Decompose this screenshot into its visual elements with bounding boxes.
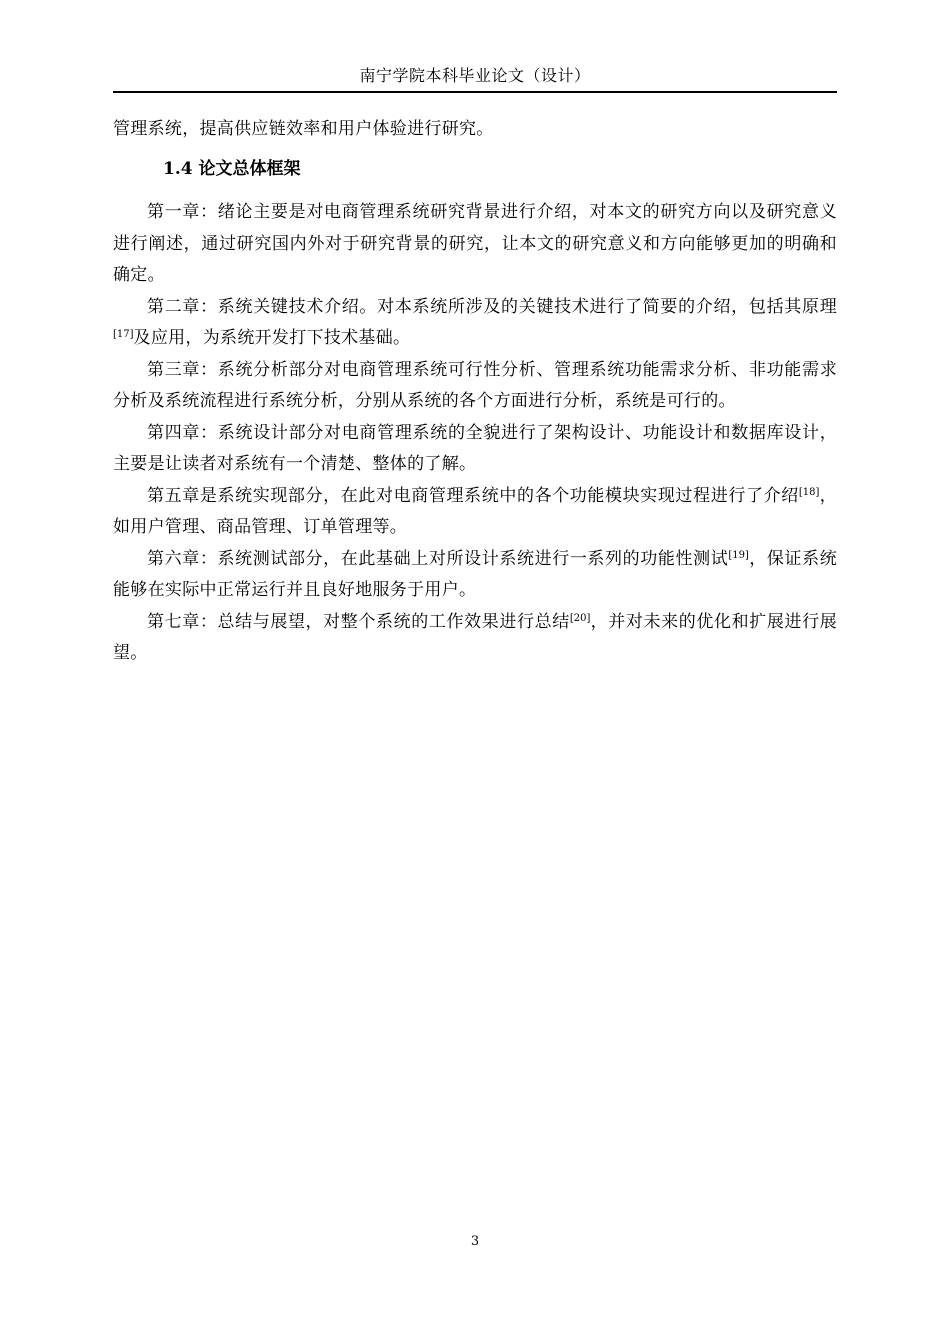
- running-header: 南宁学院本科毕业论文（设计）: [359, 66, 591, 85]
- chapter-4-paragraph: 第四章：系统设计部分对电商管理系统的全貌进行了架构设计、功能设计和数据库设计，主要是让读者对系统有一个清楚、整体的了解。: [113, 422, 837, 474]
- chapter-6-text-b: ，保证系统能够在实际中正常运行并且良好地服务于用户。: [113, 548, 837, 600]
- chapter-1-paragraph: 第一章：绪论主要是对电商管理系统研究背景进行介绍，对本文的研究方向以及研究意义进行阐述，通过研究国内外对于研究背景的研究，让本文的研究意义和方向能够更加的明确和确定。: [113, 202, 837, 285]
- chapter-6-text-a: 第六章：系统测试部分，在此基础上对所设计系统进行一系列的功能性测试: [147, 548, 729, 569]
- citation-18: [18]: [798, 486, 820, 498]
- chapter-2-text-b: 及应用，为系统开发打下技术基础。: [133, 328, 411, 348]
- page-number: 3: [470, 1234, 480, 1249]
- citation-17: [17]: [113, 329, 134, 340]
- chapter-2-text-a: 第二章：系统关键技术介绍。对本系统所涉及的关键技术进行了简要的介绍，包括其原理: [147, 296, 837, 317]
- citation-20: [20]: [569, 612, 591, 624]
- chapter-5-text-b: ，如用户管理、商品管理、订单管理等。: [113, 485, 837, 537]
- chapter-2-paragraph: [113, 292, 837, 355]
- chapter-6-paragraph: [113, 544, 837, 607]
- chapter-7-text-a: 第七章：总结与展望，对整个系统的工作效果进行总结: [147, 611, 570, 632]
- citation-19: [19]: [728, 549, 749, 561]
- chapter-5-paragraph: [113, 481, 837, 544]
- chapter-7-paragraph: [113, 607, 837, 670]
- chapter-7-text-b: ，并对未来的优化和扩展进行展望。: [113, 611, 838, 663]
- chapter-5-text-a: 第五章是系统实现部分，在此对电商管理系统中的各个功能模块实现过程进行了介绍: [147, 485, 799, 506]
- continuation-paragraph: 管理系统，提高供应链效率和用户体验进行研究。: [113, 119, 494, 139]
- body-text: [113, 114, 837, 670]
- section-heading: 1.4 论文总体框架: [163, 158, 301, 179]
- chapter-3-paragraph: 第三章：系统分析部分对电商管理系统可行性分析、管理系统功能需求分析、非功能需求分析及系统流程进行系统分析，分别从系统的各个方面进行分析，系统是可行的。: [113, 359, 837, 411]
- header-rule: [113, 91, 837, 93]
